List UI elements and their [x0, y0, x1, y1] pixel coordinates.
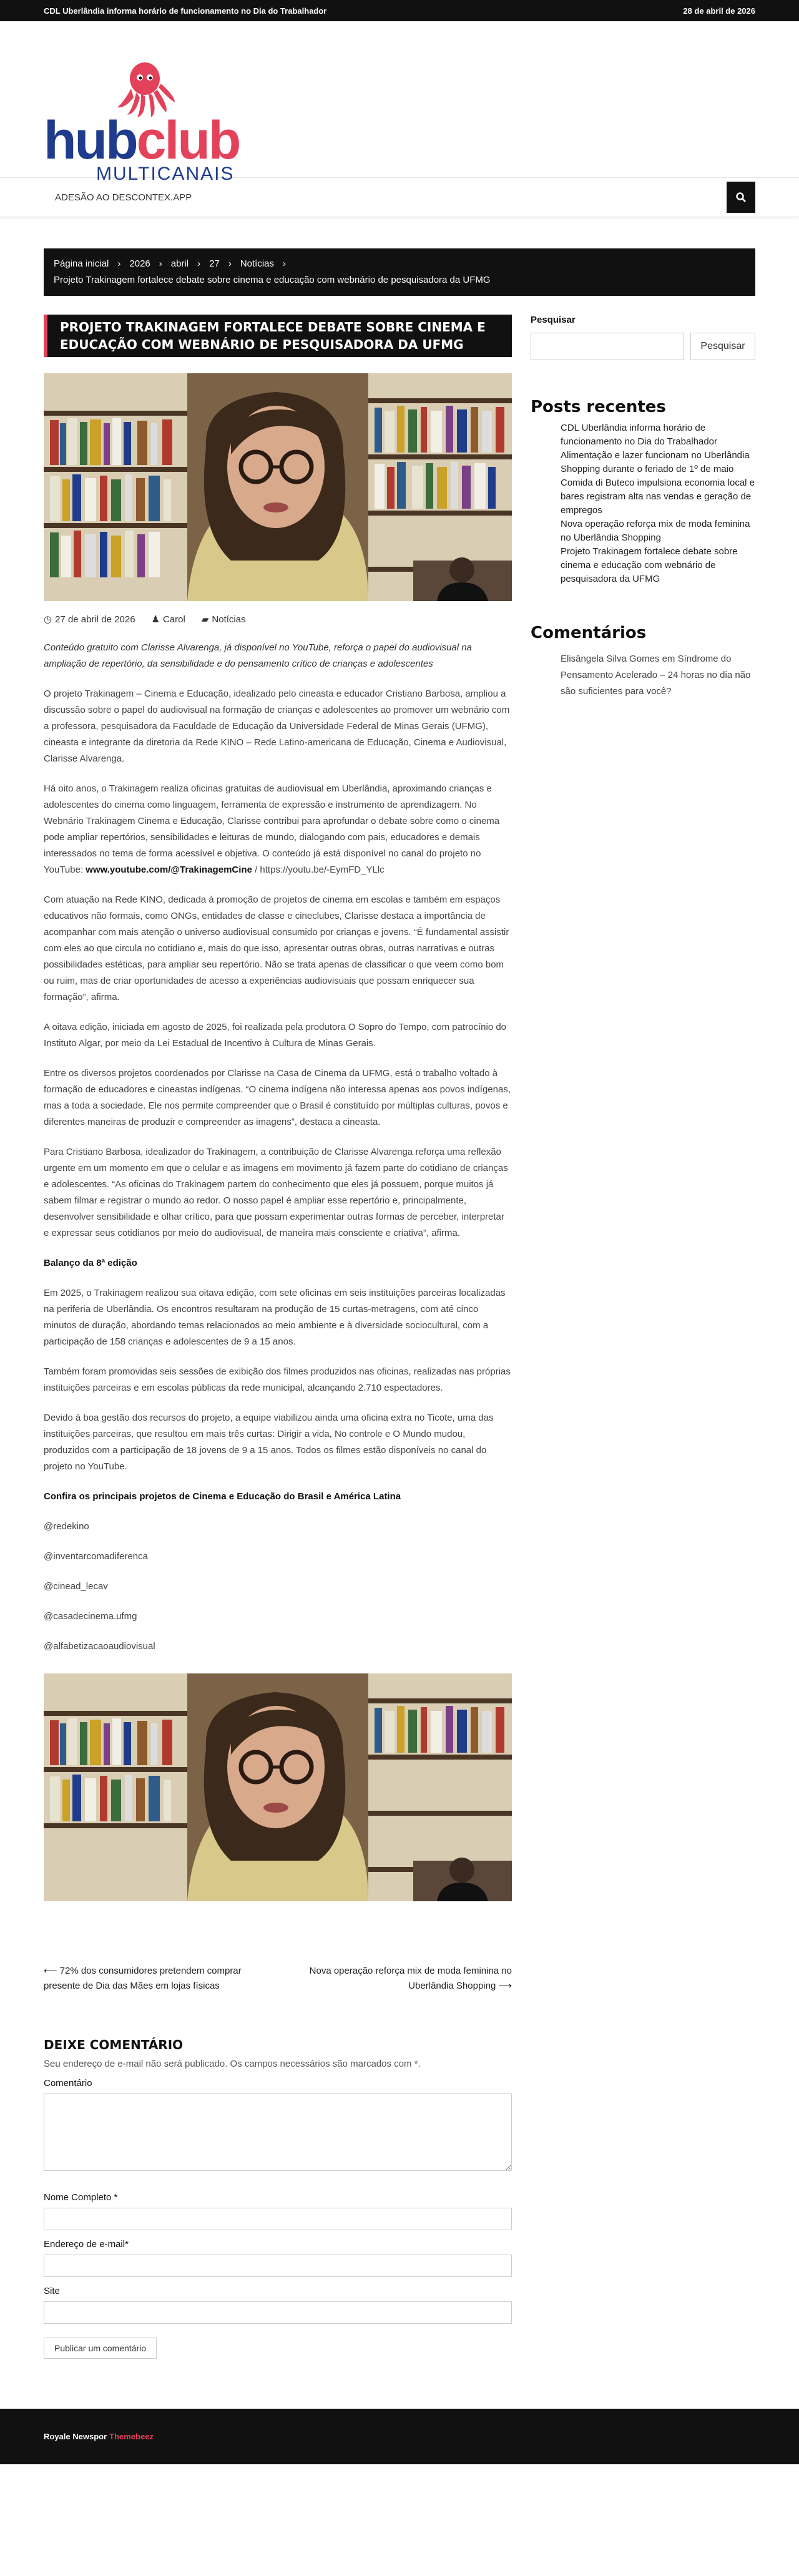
name-field[interactable]: [44, 2208, 512, 2230]
comment-form: [44, 2037, 512, 2359]
post-featured-image: [44, 373, 512, 601]
section-heading: Confira os principais projetos de Cinema e Educação do Brasil e América Latina: [44, 1491, 401, 1502]
submit-comment-button[interactable]: Publicar um comentário: [44, 2338, 157, 2359]
section-heading: Balanço da 8ª edição: [44, 1258, 137, 1268]
top-headline-link[interactable]: CDL Uberlândia informa horário de funcionamento no Dia do Trabalhador: [44, 6, 327, 16]
sidebar-search: [531, 333, 755, 360]
recent-posts-title: Posts recentes: [531, 398, 666, 416]
previous-post-link[interactable]: ⟵ 72% dos consumidores pretendem comprar presente de Dia das Mães em lojas físicas: [44, 1966, 242, 1991]
footer-brand: Royale News: [44, 2432, 94, 2441]
recent-post-link[interactable]: Nova operação reforça mix de moda feminina no Uberlândia Shopping: [561, 519, 750, 543]
breadcrumb-month[interactable]: abril: [170, 258, 189, 269]
comment-author-link[interactable]: Elisângela Silva Gomes: [561, 654, 660, 664]
top-bar: [0, 0, 799, 21]
nav-search-button[interactable]: [727, 182, 755, 213]
post-date[interactable]: ◷ 27 de abril de 2026: [44, 614, 135, 625]
chevron-right-icon: ›: [159, 258, 162, 269]
recent-posts-list: [531, 421, 755, 586]
instagram-handle: @inventarcomadiferenca: [44, 1551, 148, 1562]
logo-wordmark: hubclub: [44, 110, 240, 170]
footer-theme-link[interactable]: Themebeez: [109, 2432, 154, 2441]
name-label: Nome Completo *: [44, 2192, 118, 2203]
recent-post-link[interactable]: Alimentação e lazer funcionam no Uberlândia Shopping durante o feriado de 1º de maio: [561, 450, 750, 474]
comment-label: Comentário: [44, 2078, 92, 2089]
post-navigation: [44, 1964, 512, 1994]
paragraph: Há oito anos, o Trakinagem realiza oficinas gratuitas de audiovisual em Uberlândia, aproximando crianças e adolescentes do cinema como linguagem, ferramenta de expressão e instrumento de aprendizagem. No Webnário Trakinagem Cinema e Educação, Clarisse contribui para aprofundar o debate sobre como o cinema pode ampliar repertórios, sensibilidades e leituras de mundo, dialogando com pais, educadores e demais interessados no tema de forma acessível e objetiva. O conteúdo já está disponível no canal do projeto no YouTube: www.youtube.com/@TrakinagemCine / https://youtu.be/-EymFD_YLlc: [44, 783, 500, 875]
post-body: [44, 686, 512, 1655]
instagram-handle: @redekino: [44, 1521, 89, 1532]
email-field[interactable]: [44, 2255, 512, 2277]
search-icon: [735, 192, 747, 203]
paragraph: Devido à boa gestão dos recursos do projeto, a equipe viabilizou ainda uma oficina extra no Ticote, uma das instituições parceiras, que resultou em mais três curtas: Dirigir a vida, No controle e O Mundo mudou, produzidos com a participação de 18 jovens de 9 a 15 anos. Todos os filmes estão disponíveis no canal do projeto no YouTube.: [44, 1413, 494, 1472]
site-header: [0, 21, 799, 184]
comment-textarea[interactable]: [44, 2094, 512, 2171]
breadcrumb-current: Projeto Trakinagem fortalece debate sobre cinema e educação com webnário de pesquisadora da UFMG: [54, 275, 491, 285]
sidebar-search-label: Pesquisar: [531, 315, 576, 325]
chevron-right-icon: ›: [228, 258, 232, 269]
site-logo[interactable]: [44, 59, 268, 184]
instagram-handle: @alfabetizacaoaudiovisual: [44, 1641, 155, 1652]
paragraph: Em 2025, o Trakinagem realizou sua oitava edição, com sete oficinas em seis instituições parceiras localizadas na periferia de Uberlândia. Os encontros resultaram na produção de 15 curtas-metragens, com até cinco minutos de duração, abordando temas relacionados ao meio ambiente e à diversidade sociocultural, com a participação de 158 crianças e adolescentes de 9 a 15 anos.: [44, 1288, 506, 1347]
post-inline-image: [44, 1673, 512, 1901]
recent-comment: Elisângela Silva Gomes em Síndrome do Pensamento Acelerado – 24 horas no dia não são suficientes para você?: [561, 654, 751, 697]
comments-title: Comentários: [531, 624, 647, 642]
post-category[interactable]: ▰ Notícias: [201, 614, 246, 625]
post-meta: [44, 614, 512, 625]
instagram-handle: @cinead_lecav: [44, 1581, 108, 1592]
recent-post-link[interactable]: Projeto Trakinagem fortalece debate sobre cinema e educação com webnário de pesquisadora da UFMG: [561, 546, 738, 584]
sidebar: [531, 315, 755, 2359]
chevron-right-icon: ›: [197, 258, 201, 269]
breadcrumb-day[interactable]: 27: [209, 258, 220, 269]
youtube-link[interactable]: www.youtube.com/@TrakinagemCine: [86, 864, 252, 875]
nav-item-descontex[interactable]: ADESÃO AO DESCONTEX.APP: [55, 192, 192, 203]
chevron-right-icon: ›: [117, 258, 121, 269]
paragraph: O projeto Trakinagem – Cinema e Educação, idealizado pelo cineasta e educador Cristiano Barbosa, ampliou a discussão sobre o papel do audiovisual na formação de crianças e adolescentes ao promover um webnário com a professora, pesquisadora da Faculdade de Educação da Universidade Federal de Minas Gerais (UFMG), cineasta e integrante da diretoria da Rede KINO – Rede Latino-americana de Educação, Cinema e Audiovisual, Clarisse Alvarenga.: [44, 688, 510, 764]
breadcrumb-home[interactable]: Página inicial: [54, 258, 109, 269]
breadcrumb: [44, 248, 755, 296]
recent-post-link[interactable]: CDL Uberlândia informa horário de funcionamento no Dia do Trabalhador: [561, 423, 718, 447]
instagram-handle: @casadecinema.ufmg: [44, 1611, 137, 1622]
comment-form-title: DEIXE COMENTÁRIO: [44, 2037, 184, 2052]
clock-icon: ◷: [44, 614, 52, 625]
folder-icon: ▰: [201, 614, 209, 625]
site-footer: Royale News por Themebeez: [0, 2409, 799, 2464]
sidebar-search-button[interactable]: Pesquisar: [690, 333, 755, 360]
top-date: 28 de abril de 2026: [683, 6, 755, 16]
email-label: Endereço de e-mail*: [44, 2239, 129, 2250]
breadcrumb-year[interactable]: 2026: [129, 258, 150, 269]
recent-post-link[interactable]: Comida di Buteco impulsiona economia local e bares registram alta nas vendas e geração de empregos: [561, 477, 755, 516]
chevron-right-icon: ›: [283, 258, 286, 269]
comment-form-note: Seu endereço de e-mail não será publicado. Os campos necessários são marcados com *.: [44, 2059, 421, 2069]
paragraph: Com atuação na Rede KINO, dedicada à promoção de projetos de cinema em escolas e também em espaços educativos não formais, como ONGs, entidades de classe e cineclubes, Clarisse destaca a importância de acompanhar com mais atenção o universo audiovisual consumido por crianças e jovens. “É fundamental assistir com eles ao que circula no cotidiano e, mais do que isso, apresentar outras obras, outras narrativas e outras possibilidades estéticas, para ampliar seu repertório. Não se trata apenas de classificar o que veem como bom ou ruim, mas de criar oportunidades de acesso a experiências audiovisuais que possam enriquecer sua formação”, afirma.: [44, 894, 509, 1002]
article: [44, 315, 512, 2359]
next-post-link[interactable]: Nova operação reforça mix de moda feminina no Uberlândia Shopping ⟶: [309, 1966, 512, 1991]
user-icon: ♟: [151, 614, 160, 625]
paragraph: Entre os diversos projetos coordenados por Clarisse na Casa de Cinema da UFMG, está o trabalho voltado à formação de educadores e cineastas indígenas. “O cinema indígena não interessa apenas aos povos indígenas, mas a toda a sociedade. Ele nos permite compreender que o Brasil é constituído por múltiplas culturas, povos e diferentes maneiras de produzir e compreender as imagens”, destaca a cineasta.: [44, 1068, 511, 1127]
paragraph: Também foram promovidas seis sessões de exibição dos filmes produzidos nas oficinas, realizadas nas próprias instituições parceiras e em escolas públicas da rede municipal, alcançando 2.710 espectadores.: [44, 1366, 511, 1393]
post-author[interactable]: ♟ Carol: [151, 614, 185, 625]
comment-post-link[interactable]: Síndrome do Pensamento Acelerado – 24 horas no dia não são suficientes para você?: [561, 654, 751, 697]
sidebar-search-input[interactable]: [531, 333, 684, 360]
post-title: PROJETO TRAKINAGEM FORTALECE DEBATE SOBRE CINEMA E EDUCAÇÃO COM WEBNÁRIO DE PESQUISADORA DA UFMG: [44, 315, 512, 357]
breadcrumb-category[interactable]: Notícias: [240, 258, 274, 269]
paragraph: A oitava edição, iniciada em agosto de 2025, foi realizada pela produtora O Sopro do Tempo, com patrocínio do Instituto Algar, por meio da Lei Estadual de Incentivo à Cultura de Minas Gerais.: [44, 1022, 507, 1049]
site-field[interactable]: [44, 2301, 512, 2324]
post-excerpt: Conteúdo gratuito com Clarisse Alvarenga, já disponível no YouTube, reforça o papel do audiovisual na ampliação de repertório, da sensibilidade e do pensamento crítico de crianças e adolescentes: [44, 642, 472, 669]
logo-subtitle: MULTICANAIS: [96, 164, 235, 184]
paragraph: Para Cristiano Barbosa, idealizador do Trakinagem, a contribuição de Clarisse Alvarenga reforça uma reflexão urgente em um momento em que o celular e as imagens em movimento já fazem parte do cotidiano de crianças e adolescentes. “As oficinas do Trakinagem partem do conhecimento que eles já possuem, porque muitos já sabem filmar e registrar o mundo ao redor. O nosso papel é ampliar esse repertório e, principalmente, desenvolver sensibilidade e olhar crítico, para que possam experimentar outras formas de perceber, interpretar e expressar seus cotidianos por meio do audiovisual, de maneira mais consciente e criativa”, afirma.: [44, 1147, 508, 1238]
site-label: Site: [44, 2286, 60, 2296]
